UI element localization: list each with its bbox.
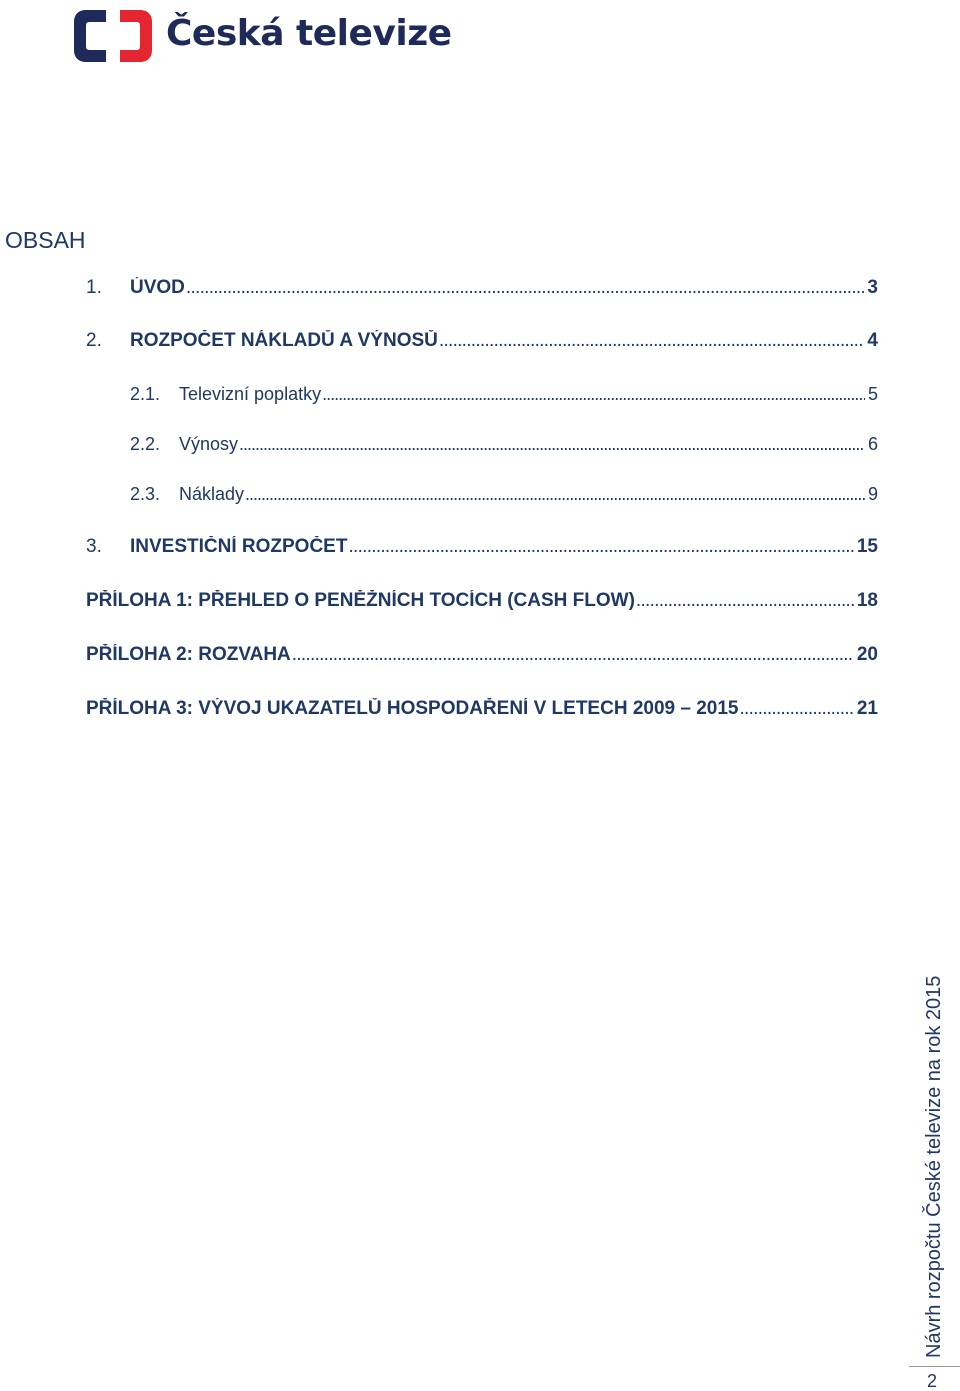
toc-entry-number: 2.1. [130,384,161,404]
toc-entry-number: 2.3. [130,484,161,504]
toc-entry-title: INVESTIČNÍ ROZPOČET [130,536,348,557]
toc-entry-rozpocet[interactable] [86,330,878,353]
toc-entry-uvod[interactable] [86,277,878,300]
toc-entry-page: 5 [867,384,878,404]
toc-dot-leader [245,484,865,506]
toc-entry-title: ROZPOČET NÁKLADŮ A VÝNOSŮ [130,330,438,351]
toc-dot-leader [636,590,854,613]
toc-entry-page: 20 [856,644,878,665]
toc-entry-priloha-1[interactable] [86,590,878,613]
toc-entry-title: PŘÍLOHA 2: ROZVAHA [86,644,291,665]
toc-entry-page: 9 [867,484,878,504]
toc-entry-page: 3 [867,277,878,298]
toc-dot-leader [239,434,865,456]
toc-dot-leader [322,384,865,406]
toc-entry-investicni-rozpocet[interactable] [86,536,878,559]
toc-entry-page: 4 [867,330,878,351]
toc-dot-leader [292,644,854,667]
toc-entry-priloha-3[interactable] [86,698,878,721]
toc-entry-title: Náklady [179,484,245,504]
toc-entry-number: 3. [86,536,102,557]
toc-dot-leader [186,277,865,300]
toc-entry-page: 6 [867,434,878,454]
page-number-rule [909,1366,960,1367]
toc-entry-title: PŘÍLOHA 1: PŘEHLED O PENĚŽNÍCH TOCÍCH (CASH FLOW) [86,590,635,611]
toc-dot-leader [740,698,854,721]
toc-dot-leader [439,330,865,353]
logo-wordmark: Česká televize [166,13,452,54]
toc-entry-page: 21 [856,698,878,719]
toc-entry-title: Výnosy [179,434,239,454]
document-side-title: Návrh rozpočtu České televize na rok 2015 [923,975,945,1358]
toc-entry-naklady[interactable] [130,484,878,506]
toc-entry-title: ÚVOD [130,277,185,298]
page-number: 2 [927,1371,938,1391]
toc-entry-number: 2.2. [130,434,161,454]
toc-entry-number: 1. [86,277,102,298]
toc-entry-priloha-2[interactable] [86,644,878,667]
toc-entry-page: 15 [856,536,878,557]
toc-dot-leader [348,536,853,559]
ceska-televize-logo [72,6,452,66]
toc-entry-number: 2. [86,330,102,351]
toc-entry-title: PŘÍLOHA 3: VÝVOJ UKAZATELŮ HOSPODAŘENÍ V LETECH 2009 – 2015 [86,698,739,719]
toc-entry-page: 18 [856,590,878,611]
ct-logo-icon [72,8,154,64]
toc-entry-televizni-poplatky[interactable] [130,384,878,406]
toc-heading: OBSAH [5,227,86,253]
toc-entry-vynosy[interactable] [130,434,878,456]
toc-entry-title: Televizní poplatky [179,384,322,404]
